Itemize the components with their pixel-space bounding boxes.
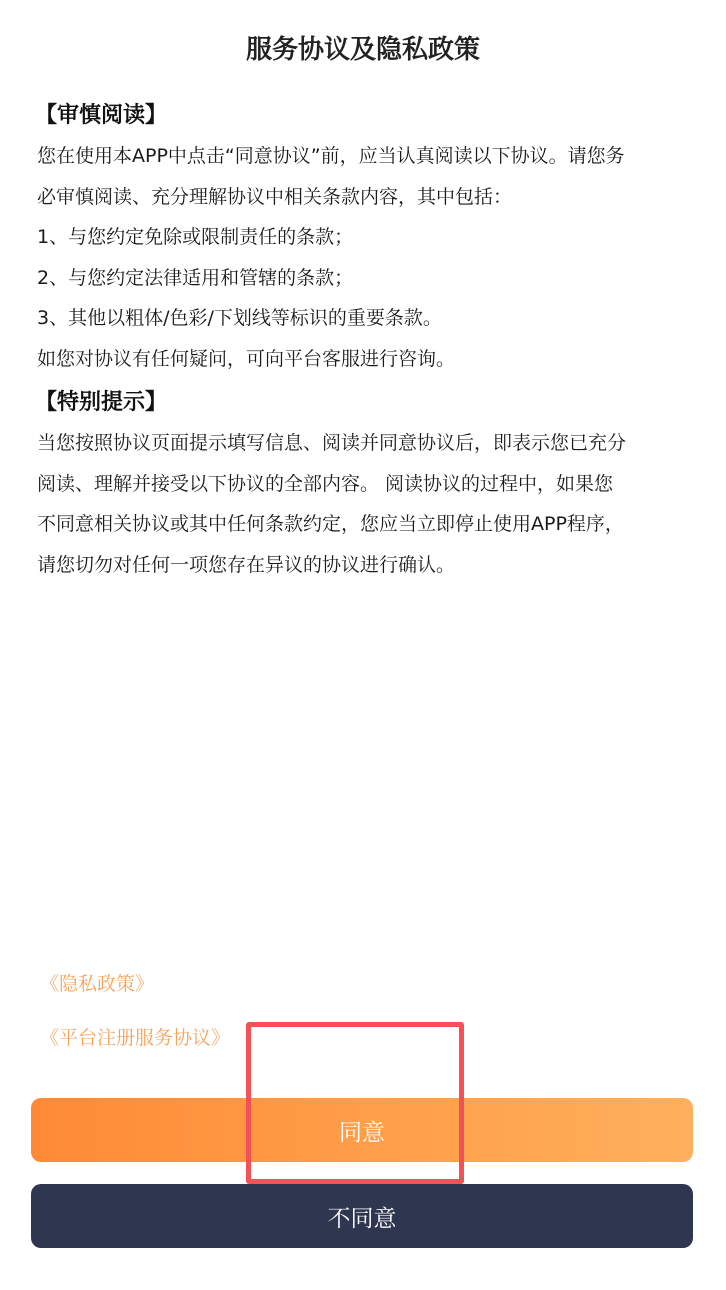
section2-line: 阅读、理解并接受以下协议的全部内容。 阅读协议的过程中，如果您: [37, 472, 614, 495]
section1-line: 如您对协议有任何疑问，可向平台客服进行咨询。: [37, 347, 456, 370]
agreement-content: [37, 96, 697, 585]
section2-line: 不同意相关协议或其中任何条款约定，您应当立即停止使用APP程序，: [37, 513, 624, 535]
disagree-button[interactable]: [31, 1184, 693, 1248]
section-heading-special-notice: 【特别提示】: [35, 390, 168, 415]
agree-button[interactable]: [31, 1098, 693, 1162]
dialog-title: 服务协议及隐私政策: [245, 35, 480, 65]
section1-line: 您在使用本APP中点击“同意协议”前，应当认真阅读以下协议。请您务: [37, 145, 625, 167]
section1-line: 必审慎阅读、充分理解协议中相关条款内容，其中包括：: [37, 185, 513, 208]
section2-line: 请您切勿对任何一项您存在异议的协议进行确认。: [37, 553, 456, 576]
section1-line: 1、与您约定免除或限制责任的条款；: [37, 226, 354, 248]
section2-line: 当您按照协议页面提示填写信息、阅读并同意协议后，即表示您已充分: [37, 432, 627, 454]
agree-button-label: 同意: [339, 1119, 385, 1146]
privacy-policy-link[interactable]: 《隐私政策》: [40, 973, 155, 995]
section1-line: 3、其他以粗体/色彩/下划线等标识的重要条款。: [37, 307, 442, 329]
section-heading-careful-reading: 【审慎阅读】: [35, 103, 168, 128]
section1-line: 2、与您约定法律适用和管辖的条款；: [37, 266, 354, 289]
registration-agreement-link[interactable]: 《平台注册服务协议》: [40, 1027, 231, 1049]
disagree-button-label: 不同意: [327, 1205, 397, 1232]
